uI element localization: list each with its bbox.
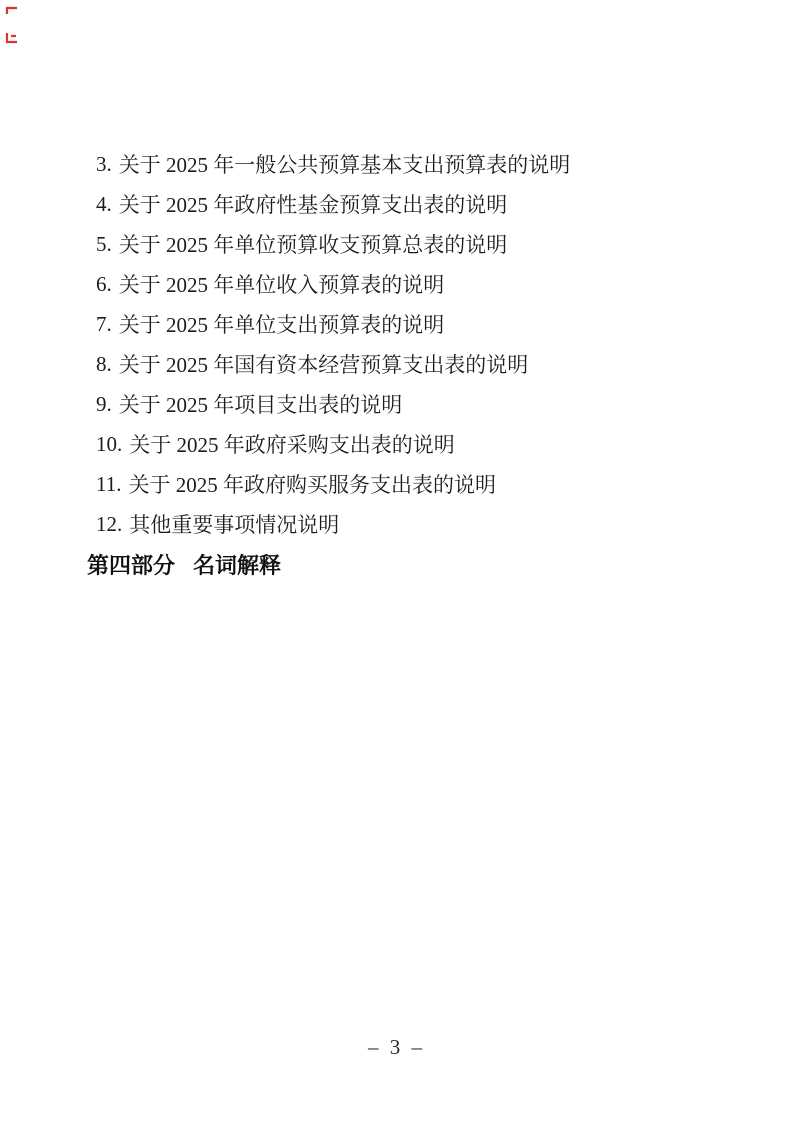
toc-item-number: 10. (96, 431, 123, 456)
toc-item-3 (87, 144, 707, 184)
section-heading (87, 544, 707, 584)
section-heading-title: 名词解释 (193, 552, 282, 578)
toc-item-text: 关于 2025 年政府采购支出表的说明 (129, 433, 455, 457)
toc-item-4 (87, 184, 707, 224)
toc-item-text: 关于 2025 年政府性基金预算支出表的说明 (118, 193, 508, 217)
toc-item-number: 6. (96, 271, 112, 296)
red-mark-lower-icon (5, 31, 19, 45)
red-mark-top-icon (5, 5, 19, 17)
toc-item-number: 7. (96, 311, 112, 336)
toc-item-text: 关于 2025 年政府购买服务支出表的说明 (128, 473, 496, 497)
toc-item-number: 12. (96, 511, 123, 536)
toc-item-number: 5. (96, 231, 112, 256)
toc-item-text: 关于 2025 年国有资本经营预算支出表的说明 (118, 353, 529, 377)
toc-item-number: 11. (96, 471, 122, 496)
toc-item-12 (87, 504, 707, 544)
toc-item-text: 关于 2025 年单位支出预算表的说明 (118, 313, 445, 337)
toc-item-number: 8. (96, 351, 112, 376)
toc-item-11 (87, 464, 707, 504)
toc-item-7 (87, 304, 707, 344)
toc-item-text: 关于 2025 年单位预算收支预算总表的说明 (118, 233, 508, 257)
toc-item-text: 关于 2025 年一般公共预算基本支出预算表的说明 (118, 153, 571, 177)
toc-item-number: 3. (96, 151, 112, 176)
toc-item-9 (87, 384, 707, 424)
section-heading-label: 第四部分 (87, 552, 176, 578)
toc-item-number: 9. (96, 391, 112, 416)
page-number: – 3 – (368, 1035, 425, 1059)
toc-item-text: 关于 2025 年单位收入预算表的说明 (118, 273, 445, 297)
toc-item-10 (87, 424, 707, 464)
toc-item-text: 关于 2025 年项目支出表的说明 (118, 393, 403, 417)
toc-item-6 (87, 264, 707, 304)
toc-item-number: 4. (96, 191, 112, 216)
toc-item-8 (87, 344, 707, 384)
toc-list (87, 144, 707, 584)
toc-item-text: 其他重要事项情况说明 (129, 513, 340, 537)
toc-item-5 (87, 224, 707, 264)
